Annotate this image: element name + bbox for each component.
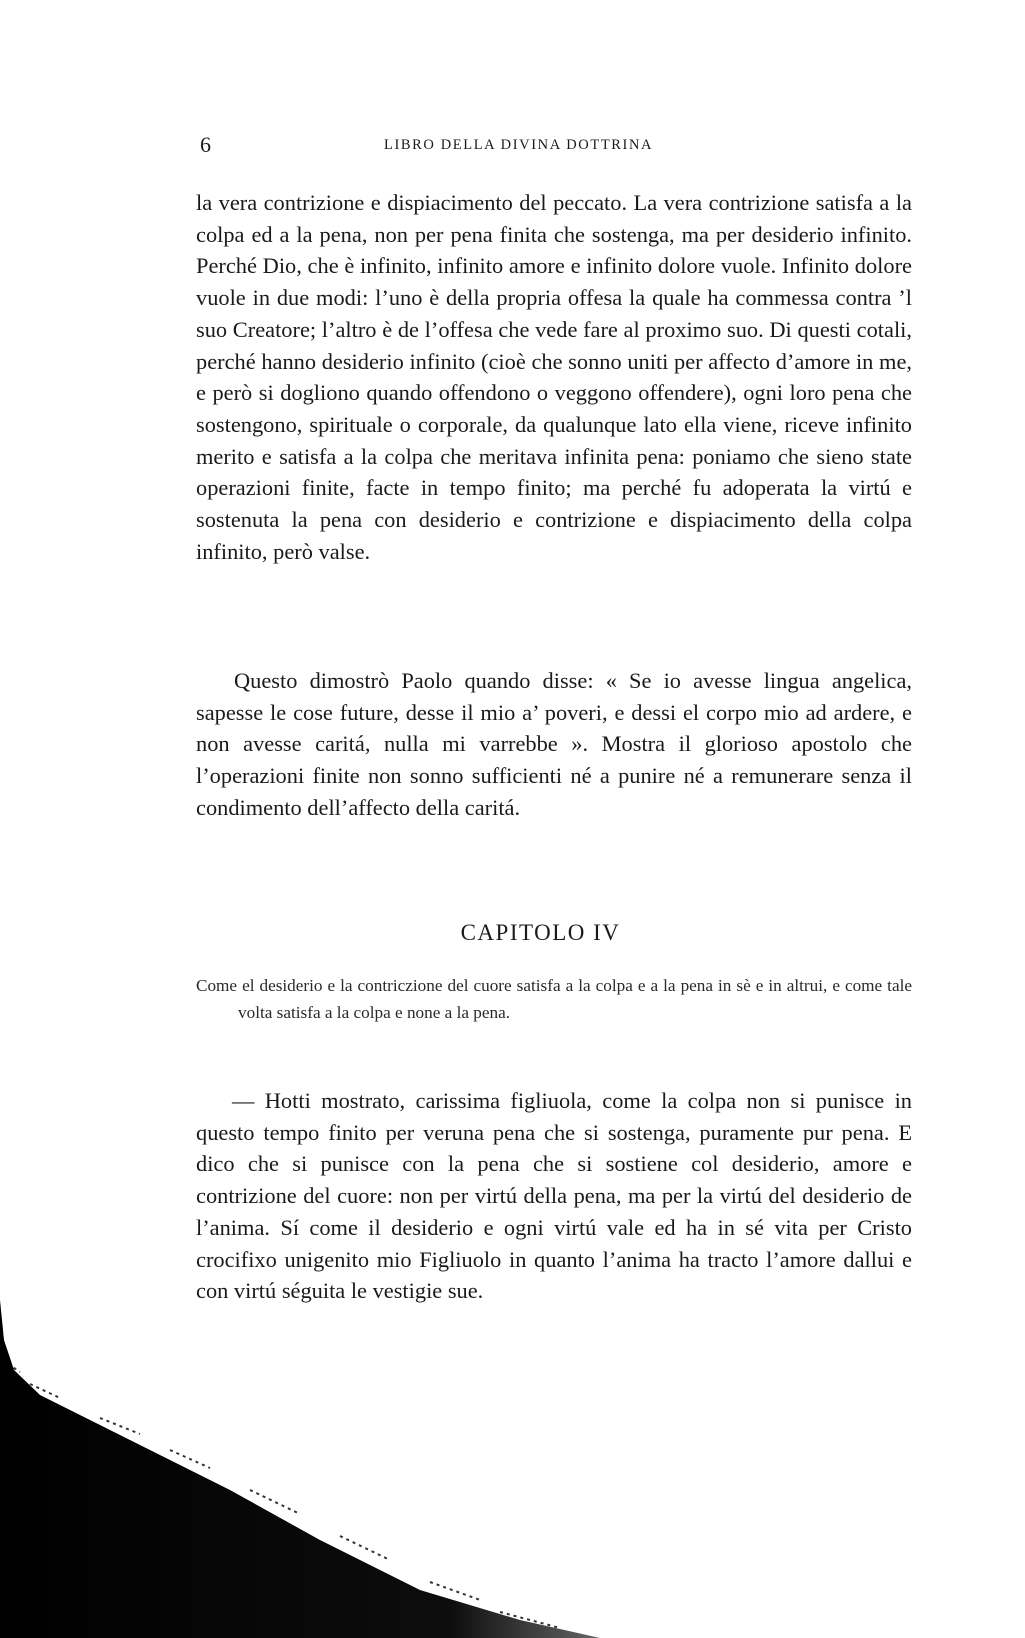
paragraph-continued: [196, 187, 912, 567]
paragraph-paolo: [196, 665, 912, 824]
scan-edge-shadow: [0, 1300, 600, 1638]
page-number: 6: [200, 132, 211, 157]
chapter-summary: [196, 973, 912, 1026]
chapter-summary-text: Come el desiderio e la contriczione del cuore satisfa a la colpa e a la pena in sè e in altrui, e come tale volta satisfa a la colpa e none a la pena.: [196, 976, 912, 1022]
paragraph-chapter-start: [196, 1085, 912, 1307]
running-title: LIBRO DELLA DIVINA DOTTRINA: [384, 137, 654, 153]
chapter-heading: CAPITOLO IV: [460, 920, 621, 945]
paragraph-text: Questo dimostrò Paolo quando disse: « Se io avesse lingua angelica, sapesse le cose future, desse il mio a’ poveri, e dessi el corpo mio ad ardere, e non avesse caritá, nulla mi varrebbe ». Mostra il glorioso apostolo che l’operazioni finite non sonno sufficienti né a punire né a remunerare senza il condimento dell’affecto della caritá.: [196, 668, 912, 820]
paragraph-text: — Hotti mostrato, carissima figliuola, come la colpa non si punisce in questo tempo finito per veruna pena che si sostenga, puramente pur pena. E dico che si punisce con la pena che si sostiene col desiderio, amore e contrizione del cuore: non per virtú della pena, ma per la virtú del desiderio de l’anima. Sí come il desiderio e ogni virtú vale ed ha in sé vita per Cristo crocifixo unigenito mio Figliuolo in quanto l’anima ha tracto l’amore dallui e con virtú séguita le vestigie sue.: [196, 1088, 912, 1304]
paragraph-text: la vera contrizione e dispiacimento del peccato. La vera contrizione satisfa a la colpa ed a la pena, non per pena finita che sostenga, ma per desiderio infinito. Perché Dio, che è infinito, infinito amore e infinito dolore vuole. Infinito dolore vuole in due modi: l’uno è della propria offesa la quale ha commessa contra ’l suo Creatore; l’altro è de l’offesa che vede fare al proximo suo. Di questi cotali, perché hanno desiderio infinito (cioè che sonno uniti per affecto d’amore in me, e però si dogliono quando offendono o veggono offendere), ogni loro pena che sostengono, spirituale o corporale, da qualunque lato ella viene, riceve infinito merito e satisfa a la colpa che meritava infinita pena: poniamo che sieno state operazioni finite, facte in tempo finito; ma perché fu adoperata la virtú e sostenuta la pena con desiderio e contrizione e dispiacimento della colpa infinito, però valse.: [196, 190, 912, 564]
running-header: [200, 132, 912, 162]
